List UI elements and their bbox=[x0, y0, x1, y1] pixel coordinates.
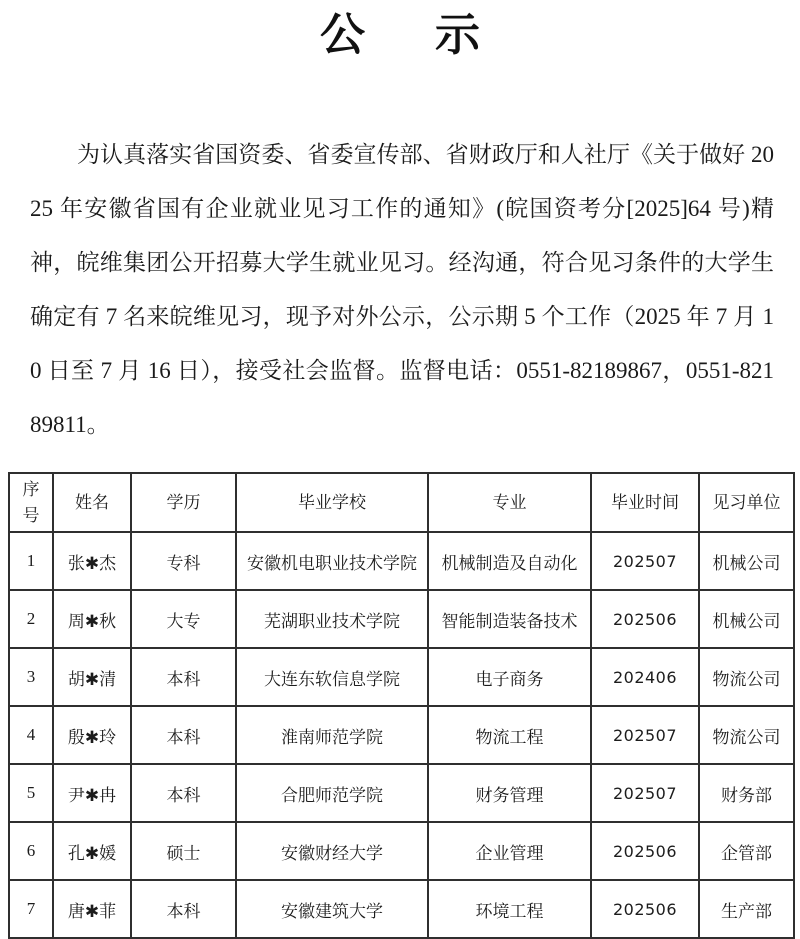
cell-no: 6 bbox=[9, 822, 53, 880]
cell-grad-time: 202506 bbox=[591, 590, 699, 648]
col-header-education: 学历 bbox=[131, 473, 236, 532]
cell-major: 物流工程 bbox=[428, 706, 591, 764]
cell-major: 财务管理 bbox=[428, 764, 591, 822]
cell-school: 合肥师范学院 bbox=[236, 764, 428, 822]
cell-unit: 机械公司 bbox=[699, 532, 794, 590]
col-header-no: 序号 bbox=[9, 473, 53, 532]
cell-school: 安徽机电职业技术学院 bbox=[236, 532, 428, 590]
cell-school: 淮南师范学院 bbox=[236, 706, 428, 764]
cell-major: 机械制造及自动化 bbox=[428, 532, 591, 590]
cell-no: 5 bbox=[9, 764, 53, 822]
cell-major: 智能制造装备技术 bbox=[428, 590, 591, 648]
table-row bbox=[9, 822, 794, 880]
cell-unit: 生产部 bbox=[699, 880, 794, 938]
col-header-unit: 见习单位 bbox=[699, 473, 794, 532]
page-title-char-right: 示 bbox=[435, 10, 481, 60]
cell-grad-time: 202507 bbox=[591, 532, 699, 590]
cell-major: 企业管理 bbox=[428, 822, 591, 880]
cell-no: 2 bbox=[9, 590, 53, 648]
cell-grad-time: 202506 bbox=[591, 822, 699, 880]
cell-grad-time: 202507 bbox=[591, 706, 699, 764]
table-header bbox=[9, 473, 794, 532]
cell-education: 本科 bbox=[131, 706, 236, 764]
col-header-major: 专业 bbox=[428, 473, 591, 532]
table-row bbox=[9, 764, 794, 822]
cell-name: 孔✱媛 bbox=[53, 822, 131, 880]
cell-name: 周✱秋 bbox=[53, 590, 131, 648]
cell-grad-time: 202506 bbox=[591, 880, 699, 938]
cell-major: 电子商务 bbox=[428, 648, 591, 706]
cell-education: 硕士 bbox=[131, 822, 236, 880]
cell-school: 安徽建筑大学 bbox=[236, 880, 428, 938]
cell-school: 芜湖职业技术学院 bbox=[236, 590, 428, 648]
cell-no: 3 bbox=[9, 648, 53, 706]
announcement-paragraph: 为认真落实省国资委、省委宣传部、省财政厅和人社厅《关于做好 2025 年安徽省国有企业就业见习工作的通知》(皖国资考分[2025]64 号)精神，皖维集团公开招募大学生就业见习。经沟通，符合见习条件的大学生确定有 7 名来皖维见习，现予对外公示，公示期 5 个工作（2025 年 7 月 10 日至 7 月 16 日），接受社会监督。监督电话：0551-82189867，0551-82189811。 bbox=[30, 142, 774, 437]
cell-education: 本科 bbox=[131, 648, 236, 706]
table-body bbox=[9, 532, 794, 938]
table-row bbox=[9, 590, 794, 648]
cell-education: 本科 bbox=[131, 764, 236, 822]
col-header-school: 毕业学校 bbox=[236, 473, 428, 532]
cell-education: 大专 bbox=[131, 590, 236, 648]
cell-major: 环境工程 bbox=[428, 880, 591, 938]
table-row bbox=[9, 648, 794, 706]
table-row bbox=[9, 532, 794, 590]
table-row bbox=[9, 706, 794, 764]
cell-name: 胡✱清 bbox=[53, 648, 131, 706]
cell-school: 大连东软信息学院 bbox=[236, 648, 428, 706]
cell-unit: 财务部 bbox=[699, 764, 794, 822]
cell-education: 本科 bbox=[131, 880, 236, 938]
cell-no: 1 bbox=[9, 532, 53, 590]
cell-no: 4 bbox=[9, 706, 53, 764]
cell-name: 张✱杰 bbox=[53, 532, 131, 590]
table-header-row bbox=[9, 473, 794, 532]
page-title bbox=[0, 8, 800, 62]
cell-no: 7 bbox=[9, 880, 53, 938]
cell-education: 专科 bbox=[131, 532, 236, 590]
candidate-table bbox=[8, 472, 795, 939]
page-title-char-left: 公 bbox=[319, 10, 365, 60]
col-header-grad-time: 毕业时间 bbox=[591, 473, 699, 532]
cell-name: 唐✱菲 bbox=[53, 880, 131, 938]
cell-grad-time: 202406 bbox=[591, 648, 699, 706]
cell-unit: 企管部 bbox=[699, 822, 794, 880]
col-header-name: 姓名 bbox=[53, 473, 131, 532]
cell-grad-time: 202507 bbox=[591, 764, 699, 822]
cell-unit: 物流公司 bbox=[699, 648, 794, 706]
cell-name: 殷✱玲 bbox=[53, 706, 131, 764]
cell-name: 尹✱冉 bbox=[53, 764, 131, 822]
cell-unit: 物流公司 bbox=[699, 706, 794, 764]
cell-school: 安徽财经大学 bbox=[236, 822, 428, 880]
cell-unit: 机械公司 bbox=[699, 590, 794, 648]
